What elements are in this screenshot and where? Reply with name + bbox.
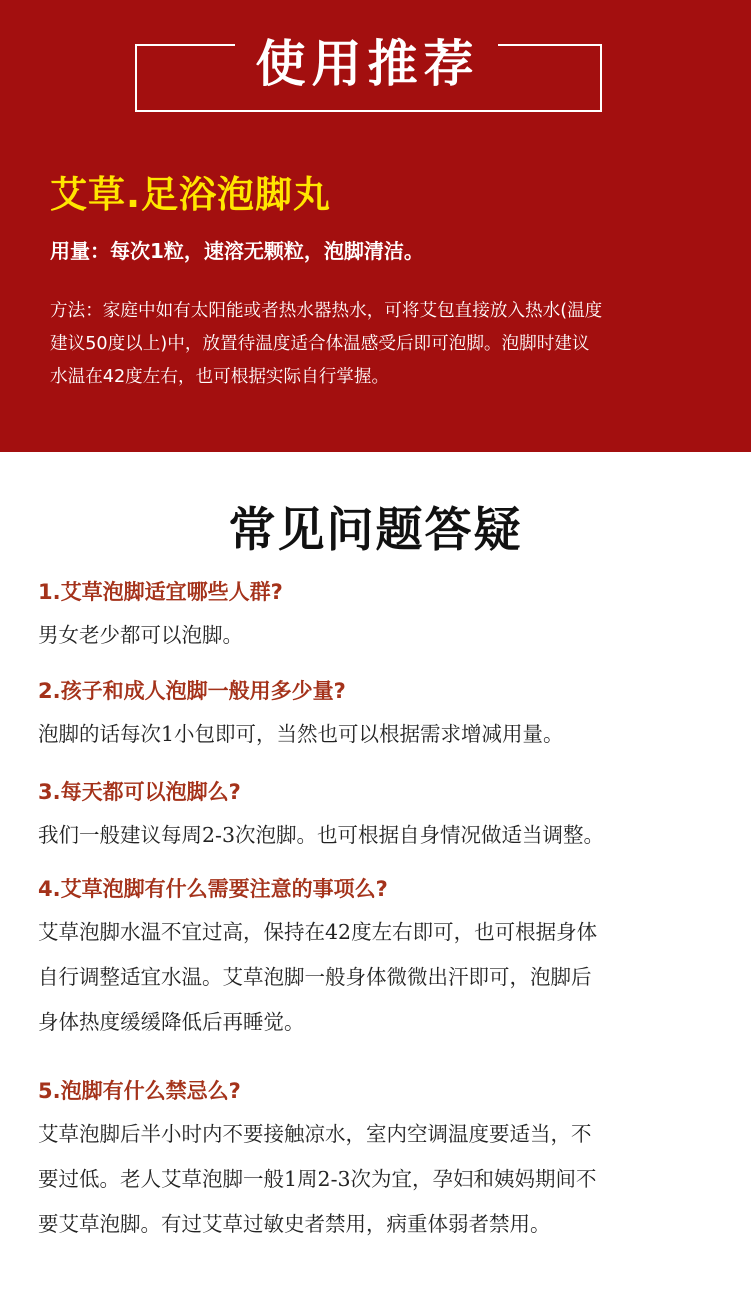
- usage-recommendation-section: [0, 0, 751, 452]
- method-text: [50, 295, 718, 394]
- faq-item: [38, 576, 728, 658]
- faq-item: [38, 1075, 728, 1247]
- method-line: 水温在42度左右，也可根据实际自行掌握。: [50, 367, 390, 387]
- faq-answer-line: 艾草泡脚水温不宜过高，保持在42度左右即可，也可根据身体: [38, 920, 598, 944]
- faq-answer: 泡脚的话每次1小包即可，当然也可以根据需求增减用量。: [38, 722, 564, 746]
- banner-frame-top-left: [135, 44, 235, 46]
- usage-text: 用量：每次1粒，速溶无颗粒，泡脚清洁。: [50, 239, 424, 263]
- faq-answer-line: 艾草泡脚后半小时内不要接触凉水，室内空调温度要适当，不: [38, 1122, 592, 1146]
- banner-frame-left: [135, 44, 137, 112]
- faq-question: 5.泡脚有什么禁忌么?: [38, 1079, 241, 1103]
- faq-answer: 男女老少都可以泡脚。: [38, 623, 243, 647]
- faq-question: 4.艾草泡脚有什么需要注意的事项么?: [38, 877, 388, 901]
- faq-item: [38, 873, 728, 1045]
- faq-question: 3.每天都可以泡脚么?: [38, 780, 241, 804]
- faq-answer-line: 自行调整适宜水温。艾草泡脚一般身体微微出汗即可，泡脚后: [38, 965, 592, 989]
- faq-item: [38, 675, 728, 757]
- faq-title: 常见问题答疑: [228, 503, 523, 558]
- faq-item: [38, 776, 728, 858]
- faq-answer-line: 身体热度缓缓降低后再睡觉。: [38, 1010, 305, 1034]
- faq-answer-line: 要过低。老人艾草泡脚一般1周2-3次为宜，孕妇和姨妈期间不: [38, 1167, 597, 1191]
- faq-question: 2.孩子和成人泡脚一般用多少量?: [38, 679, 346, 703]
- method-line: 方法：家庭中如有太阳能或者热水器热水，可将艾包直接放入热水(温度: [50, 301, 603, 321]
- product-title: 艾草.足浴泡脚丸: [50, 173, 332, 216]
- banner-title: 使用推荐: [255, 35, 480, 93]
- banner-frame-top-right: [498, 44, 602, 46]
- faq-answer-line: 要艾草泡脚。有过艾草过敏史者禁用，病重体弱者禁用。: [38, 1212, 551, 1236]
- faq-answer: 我们一般建议每周2-3次泡脚。也可根据自身情况做适当调整。: [38, 823, 605, 847]
- banner-frame-right: [600, 44, 602, 112]
- banner-frame-bottom: [135, 110, 602, 112]
- method-line: 建议50度以上)中，放置待温度适合体温感受后即可泡脚。泡脚时建议: [50, 334, 590, 354]
- faq-question: 1.艾草泡脚适宜哪些人群?: [38, 580, 283, 604]
